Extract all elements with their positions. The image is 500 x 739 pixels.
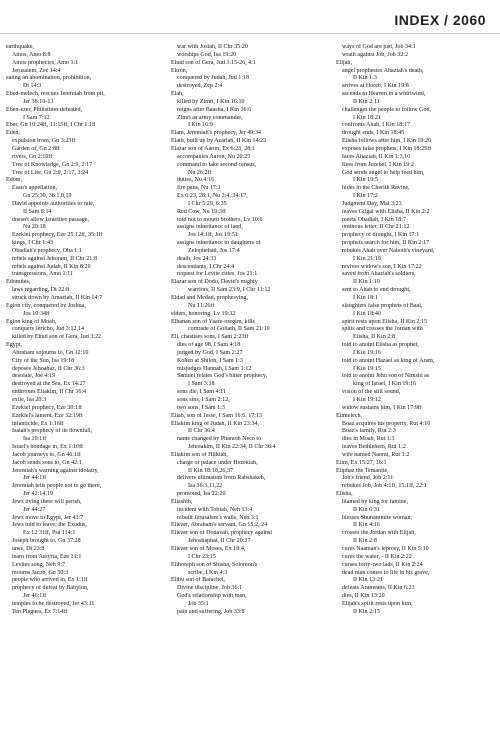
index-subentry: laws regarding, Dt 22:8	[12, 287, 70, 294]
index-subentry: I Kin 19:5	[353, 177, 378, 184]
index-subentry: II Kin 4:16	[353, 522, 380, 529]
index-subentry: descendants, I Chr 24:4	[177, 263, 235, 270]
index-subentry: Jacob journeys to, Gn 46:1ff	[12, 451, 81, 458]
index-subentry: cures Naaman's leprosy, II Kin 5:10	[342, 546, 429, 552]
header-rule	[0, 33, 500, 34]
index-subentry: God sends angel to help feed him,	[342, 169, 425, 176]
index-subentry: I Kin 18:40	[353, 310, 381, 317]
index-subentry: Nu 26:2ff	[188, 169, 212, 176]
index-subentry: arrives at Horeb, I Kin 19:8	[342, 83, 409, 90]
index-subentry: I Kin 18:1	[353, 295, 378, 301]
index-subentry: destroyed, Zep 2:4	[177, 83, 223, 90]
index-entry: Eliakim son of Hilkiah,	[171, 451, 228, 458]
index-subentry: Esau's appellation,	[12, 185, 58, 192]
index-subentry: I Kin 18:21	[353, 114, 381, 121]
index-subentry: comrade of Goliath, II Sam 21:19	[188, 326, 270, 333]
index-subentry: dies in Moab, Rut 1:3	[342, 436, 395, 443]
index-subentry: incident with Tobiah, Neh 13:4	[177, 506, 253, 513]
index-subentry: infanticide, Ex 1:16ff	[12, 420, 64, 427]
index-subentry: rebuilt Jerusalem's walls, Neh 3:1	[177, 514, 259, 521]
index-subentry: deposes Jehoahaz, II Chr 36:3	[12, 365, 85, 372]
index-subentry: Zimri as army commander,	[177, 114, 243, 121]
index-subentry: conquers Jericho, Jud 3:12,14	[12, 326, 85, 333]
index-entry: earthquake,	[6, 44, 35, 50]
index-subentry: assigns inheritance of land,	[177, 224, 243, 231]
index-entry: Elazar son of Dodo, David's mighty	[171, 279, 258, 286]
index-entry: elders, honoring, Lv 19:32	[171, 310, 236, 317]
index-subentry: leaves Gilgal with Elisha, II Kin 2:2	[342, 208, 430, 215]
index-entry: eating an abomination, prohibition,	[6, 75, 92, 82]
index-subentry: Ezekiel prophecy, Eze 30:1ff	[12, 404, 83, 411]
index-subentry: reigns after Baasha, I Kin 16:6	[177, 106, 252, 113]
index-subentry: Jer 42:14,19	[23, 491, 53, 498]
index-subentry: duties, Nu 4:16	[177, 177, 215, 184]
index-subentry: king of Israel, I Kin 19:16	[353, 381, 417, 388]
index-subentry: enthrones Eliakim, II Chr 36:4	[12, 389, 87, 396]
running-head-title: INDEX	[394, 12, 440, 28]
index-subentry: curses forty-two lads, II Kin 2:24	[342, 561, 423, 568]
index-entry: Elah,	[171, 91, 184, 98]
index-subentry: Ezekiel prophecy, Eze 25:12ff, 35:1ff	[12, 232, 103, 239]
index-entry: Eglon city, conquered by Joshua,	[6, 302, 86, 309]
index-subentry: II Sam 8:14	[23, 208, 52, 215]
index-subentry: Boaz acquires his property, Rut 4:10	[342, 420, 431, 427]
index-subentry: exposes false prophets, I Kin 18:25ff	[342, 145, 432, 152]
index-subentry: II Kin 1:10	[353, 279, 380, 286]
page-number: 2060	[452, 12, 486, 28]
index-entry: Eliashib,	[171, 498, 193, 505]
index-subentry: II Kin 2:15	[353, 608, 380, 615]
index-subentry: wife named Naomi, Rut 1:2	[342, 451, 410, 458]
index-subentry: cures the water, - II Kin 2:22	[342, 553, 412, 560]
index-subentry: promoted, Isa 22:20	[177, 491, 226, 498]
index-subentry: prophecy of drought, I Kin 17:1	[342, 232, 420, 239]
index-subentry: Joseph brought to, Gn 37:28	[12, 538, 81, 545]
index-subentry: Job 35:1	[188, 600, 209, 607]
running-head: INDEX / 2060	[394, 12, 486, 28]
index-subentry: I Kin 19:15	[353, 365, 381, 372]
index-subentry: crosses the Jordan with Elijah,	[342, 530, 416, 537]
index-subentry: II Kin 18:18,26,37	[188, 467, 234, 474]
index-subentry: I Sam 7:12	[23, 114, 50, 121]
index-subentry: learn from Assyria, Eze 31:1	[12, 553, 82, 560]
index-entry: Eldad and Medad, prophesying,	[171, 295, 249, 301]
index-subentry: Elisha, II Kin 2:8	[353, 334, 395, 341]
index-subentry: two sons, I Sam 1:3	[177, 404, 225, 411]
index-entry: Eliezer son of Dodavah, prophecy against	[171, 530, 273, 537]
index-subentry: Job's friend, Job 2:11	[342, 475, 394, 482]
index-subentry: wrath against Job, Job 32:2	[342, 51, 409, 58]
index-entry: Ekron,	[171, 67, 188, 74]
index-subentry: II Kin 2:8	[353, 538, 377, 545]
index-subentry: scribe, I Kin 4:3	[188, 569, 228, 576]
index-subentry: name changed by Pharaoh Neco to	[177, 436, 262, 443]
index-column-2	[171, 44, 329, 734]
index-subentry: told to anoint Hazael as king of Aram,	[342, 357, 435, 364]
index-subentry: Tree of Knowledge, Gn 2:9, 2:17	[12, 161, 93, 168]
index-subentry: David appoints authorities to rule,	[12, 200, 95, 207]
index-subentry: challenges the people to follow God,	[342, 106, 431, 113]
index-subentry: Jews move to Egypt, Jer 43:7	[12, 514, 84, 521]
index-subentry: prophets search for him, II Kin 2:17	[342, 240, 430, 247]
index-subentry: Isa 36:3,11,22	[188, 483, 223, 490]
page-header	[0, 0, 500, 40]
index-subentry: dies of age 98, I Sam 4:18	[177, 342, 241, 349]
index-subentry: accompanies Aaron, Nu 20:25	[177, 153, 251, 160]
index-entry: Eden,	[6, 130, 20, 137]
index-subentry: Elijah's spirit rests upon him,	[342, 600, 413, 607]
index-subentry: hides in the Cherith Ravine,	[342, 185, 410, 192]
index-column-1	[6, 44, 164, 734]
index-subentry: rebels against Judah, II Kin 8:20	[12, 263, 91, 270]
index-subentry: told not to mourn brothers, Lv 10:6	[177, 216, 263, 223]
index-entry: Elimelech,	[336, 412, 363, 419]
index-subentry: Jews living there will perish,	[12, 498, 82, 505]
index-subentry: expulsion from, Gn 3:23ff	[12, 138, 76, 145]
index-subentry: Israel's bondage in, Ex 1:10ff	[12, 444, 84, 451]
index-subentry: sent to Ahab to end drought,	[342, 287, 411, 294]
index-entry: Eli, chastises sons, I Sam 2:23ff	[171, 334, 249, 341]
index-subentry: blamed by king for famine,	[342, 498, 408, 505]
index-subentry: request for Levite cities, Jos 21:1	[177, 271, 258, 278]
index-subentry: destroyed at the Sea, Ex 14:27	[12, 381, 86, 388]
index-subentry: mourns Jacob, Gn 50:3	[12, 569, 69, 576]
index-subentry: Jacob sends sons to, Gn 42:1	[12, 459, 82, 466]
index-subentry: killed by Ehud son of Gera, Jud 3:22	[12, 334, 102, 341]
index-subentry: Nu 11:26ff	[188, 302, 215, 309]
index-entry: Eglon king of Moab,	[6, 318, 57, 325]
index-entry: Eliezer, Abraham's servant, Gn 15:2, 24	[171, 522, 268, 529]
index-subentry: revives widow's son, I Kin 17:22	[342, 263, 422, 270]
index-subentry: Jer 38:10-13	[23, 98, 54, 105]
index-subentry: dies, II Kin 13:20	[342, 593, 385, 600]
index-subentry: laws, Dt 23:8	[12, 546, 45, 552]
index-subentry: angel prophesies Ahaziah's death,	[342, 67, 424, 74]
index-subentry: City of the Sun, Isa 19:18	[12, 357, 75, 364]
index-subentry: Gn 25:30, 36:1,8,19	[23, 193, 72, 200]
index-subentry: delivers ultimatum from Rabshakeh,	[177, 475, 266, 482]
index-column-3	[336, 44, 494, 734]
index-subentry: Abraham sojourns to, Gn 12:10	[12, 349, 89, 356]
index-subentry: Ex 12:31ff, Psa 114:1	[23, 530, 76, 537]
index-subentry: Tree of Life, Gn 2:9, 2:17, 3:24	[12, 169, 89, 176]
index-subentry: Kohen at Shiloh, I Sam 1:3	[177, 357, 243, 364]
index-entry: Elazar son of Aaron, Ex 6:23, 28:1	[171, 145, 255, 152]
index-subentry: vision of the still sound,	[342, 389, 401, 396]
index-entry: Eliab, son of Jesse, I Sam 16:6, 17:13	[171, 412, 263, 419]
index-subentry: Samuel relates God's bitter prophecy,	[177, 373, 268, 380]
index-subentry: Jer 44:1ff	[23, 475, 47, 482]
index-subentry: Red Cow, Nu 19:3ff	[177, 208, 226, 215]
index-subentry: ominous letter, II Chr 21:12	[342, 224, 410, 231]
index-subentry: Jews told to leave; the Exodus,	[12, 522, 87, 529]
index-subentry: Jeremiah's warning against idolatry,	[12, 467, 99, 474]
index-subentry: sons sins, I Sam 2:12,	[177, 396, 230, 403]
index-entry: Eber, Gn 10:24ff, 11:15ff, I Chr 1:18	[6, 122, 96, 129]
index-subentry: Nu 20:18	[23, 224, 46, 231]
index-subentry: desolate, Joe 4:19	[12, 373, 56, 380]
index-subentry: II Kin 13:21	[353, 577, 383, 584]
index-subentry: meets Obadiah, I Kin 18:7	[342, 216, 406, 223]
index-subentry: pain and suffering, Job 33:8	[177, 608, 245, 615]
index-subentry: Isaiah's prophecy of its downfall,	[12, 428, 93, 435]
index-subentry: Elisha follows after him, I Kin 19:20	[342, 138, 432, 145]
index-subentry: Ex 6:23, 28:1, Nu 3:4, 34:17,	[177, 193, 248, 200]
index-subentry: Jos 10:34ff	[23, 310, 50, 317]
index-entry: Eliezer son of Moses, Ex 18:4,	[171, 546, 246, 552]
index-subentry: fire pans, Nu 17:1	[177, 185, 221, 192]
index-subentry: Jerusalem, Zec 14:4	[12, 67, 61, 74]
index-subentry: saved from Ahaziah's soldiers,	[342, 271, 416, 278]
index-subentry: widow sustains him, I Kin 17:9ff	[342, 404, 422, 411]
index-entry: Elihu son of Barachel,	[171, 577, 226, 584]
index-subentry: warriors, II Sam 23:9, I Chr 11:12	[188, 287, 271, 294]
index-subentry: I Kin 16:9	[188, 122, 213, 129]
index-subentry: ways of God are just, Job 34:1	[342, 44, 416, 50]
index-columns	[6, 44, 494, 734]
index-subentry: Jehoiakim, II Kin 22:34, II Chr 36:4	[188, 444, 276, 451]
index-subentry: Zelophehad, Jos 17:4	[188, 247, 240, 254]
index-subentry: faces Ahaziah, II Kin 1:3,16	[342, 153, 411, 160]
index-subentry: Obadiah's prophecy, Oba 1:1	[12, 247, 82, 254]
index-subentry: II Kin 6:31	[353, 506, 380, 513]
index-entry: Elihoreph son of Shisha, Solomon's	[171, 561, 258, 568]
index-subentry: spirit rests upon Elisha, II Kin 2:15	[342, 318, 428, 325]
index-subentry: assigns inheritance to daughters of	[177, 240, 261, 247]
index-subentry: Ten Plagues, Ex 7:14ff	[12, 608, 68, 615]
index-subentry: rebukes Ahab over Naboth's vineyard,	[342, 247, 435, 254]
index-subentry: I Chr 23:15	[188, 553, 216, 560]
index-entry: Elam, Jeremiah's prophecy, Jer 49:34	[171, 130, 262, 137]
index-subentry: II Kin 2:11	[353, 98, 380, 105]
index-subentry: temples to be destroyed, Jer 43:11	[12, 600, 95, 607]
index-entry: Ebed-melech, rescues Jeremiah from pit,	[6, 91, 105, 98]
index-subentry: I Kin 19:12	[353, 396, 381, 403]
index-subentry: command to take second census,	[177, 161, 257, 168]
index-subentry: war with Josiah, II Chr 35:20	[177, 44, 248, 50]
index-subentry: Garden of, Gn 2:8ff	[12, 145, 60, 152]
index-subentry: Jos 14:1ff, Jos 19:51	[188, 232, 238, 239]
index-entry: Eliphaz the Temanite,	[336, 467, 389, 474]
index-subentry: Isa 19:1ff	[23, 436, 47, 443]
index-subentry: told to anoint Elisha as prophet,	[342, 342, 419, 349]
index-subentry: defeats Arameans, II Kin 6:23	[342, 585, 415, 592]
index-subentry: conquered by Judah, Jud 1:18	[177, 75, 250, 82]
index-subentry: splits and crosses the Jordan with	[342, 326, 423, 333]
index-subentry: Jer 44:27	[23, 506, 46, 513]
index-entry: Edomites,	[6, 279, 31, 286]
index-subentry: transgressions, Amo 1:11	[12, 271, 74, 278]
index-subentry: rebels against Jehoram, II Chr 21:8	[12, 255, 97, 262]
index-entry: Egypt,	[6, 342, 22, 349]
index-subentry: Dt 14:3	[23, 83, 42, 90]
index-subentry: Ezekiel's lament, Eze 32:19ff	[12, 412, 83, 419]
index-subentry: Judgment Day, Mal 3:23	[342, 200, 402, 207]
index-subentry: exile, Isa 20:3	[12, 396, 47, 403]
index-subentry: II Chr 36:4	[188, 428, 215, 435]
index-subentry: slaughters false prophets of Baal,	[342, 302, 423, 309]
index-subentry: flees from Jezebel, I Kin 19:2	[342, 161, 414, 168]
index-entry: Elisha,	[336, 491, 353, 498]
index-subentry: misjudges Hannah, I Sam 1:12	[177, 365, 252, 372]
index-entry: Edom,	[6, 177, 22, 184]
index-entry: Ehud son of Gera, Jud 3:15-26, 4:1	[171, 59, 256, 66]
index-subentry: prophecy of defeat by Babylon,	[12, 585, 89, 592]
index-subentry: Levites song, Neh 9:7	[12, 561, 66, 568]
index-entry: Elath, built up by Azariah, II Kin 14:22	[171, 138, 267, 145]
index-subentry: rivers, Gn 2:10ff	[12, 153, 53, 160]
index-entry: Elim, Ex 15:27, 16:1	[336, 459, 387, 466]
index-subentry: I Sam 3:18	[188, 381, 215, 388]
index-subentry: God's relationship with man,	[177, 593, 247, 600]
index-subentry: leaves Bethlehem, Rut 1:2	[342, 444, 406, 451]
index-subentry: confronts Ahab, I Kin 18:17	[342, 122, 411, 129]
index-subentry: struck down by Amaziah, II Kin 14:7	[12, 295, 103, 301]
index-subentry: told to anoint Jehu son of Nimshi as	[342, 373, 430, 380]
index-entry: Eliakim king of Judah, II Kin 23:34,	[171, 420, 260, 427]
index-entry: Elhanan son of Yaare-oregim, kills	[171, 318, 255, 325]
index-subentry: rebukes Job, Job 4:1ff, 15:1ff, 22:1	[342, 483, 427, 490]
index-subentry: Jeremiah tells people not to go there,	[12, 483, 102, 490]
index-subentry: worships God, Isa 19:20	[177, 51, 237, 58]
index-subentry: blesses Shunammite woman,	[342, 514, 413, 521]
index-entry: Elijah,	[336, 59, 352, 66]
index-subentry: II Kin 1:3	[353, 75, 377, 82]
index-subentry: judged by God, I Sam 2:27	[177, 349, 243, 356]
index-subentry: ascends to Heaven in a whirlwind,	[342, 91, 426, 98]
index-subentry: Boaz's family, Rut 2:3	[342, 428, 396, 435]
index-entry: Eben-ezer, Philistines defeated,	[6, 106, 82, 113]
index-subentry: killed by Zimri, I Kin 16:10	[177, 98, 245, 105]
index-subentry: death, Jos 24:33	[177, 255, 217, 262]
index-subentry: Amos, Amo 8:8	[12, 51, 51, 58]
index-subentry: dead man comes to life in his grave,	[342, 569, 430, 576]
index-subentry: Amos prophecies, Amo 1:1	[12, 59, 79, 66]
index-subentry: I Kin 19:16	[353, 349, 381, 356]
index-subentry: I Chr 5:29, 6:35	[188, 200, 227, 207]
index-subentry: people who arrived in, Ex 1:1ff	[12, 577, 88, 584]
index-subentry: Jehoshaphat, II Chr 20:37	[188, 538, 251, 545]
index-subentry: charge of palace under Hezekiah,	[177, 459, 258, 466]
index-subentry: Divine discipline, Job 36:1	[177, 585, 243, 592]
index-subentry: kings, I Chr 1:43	[12, 240, 53, 247]
index-subentry: Jer 46:1ff	[23, 593, 47, 600]
index-subentry: sons die, I Sam 4:11	[177, 389, 226, 396]
index-subentry: I Kin 17:2	[353, 193, 378, 200]
index-subentry: doesn't allow Israelites passage,	[12, 216, 89, 223]
index-subentry: I Kin 21:19	[353, 255, 381, 262]
index-subentry: drought ends, I Kin 18:45	[342, 130, 405, 137]
